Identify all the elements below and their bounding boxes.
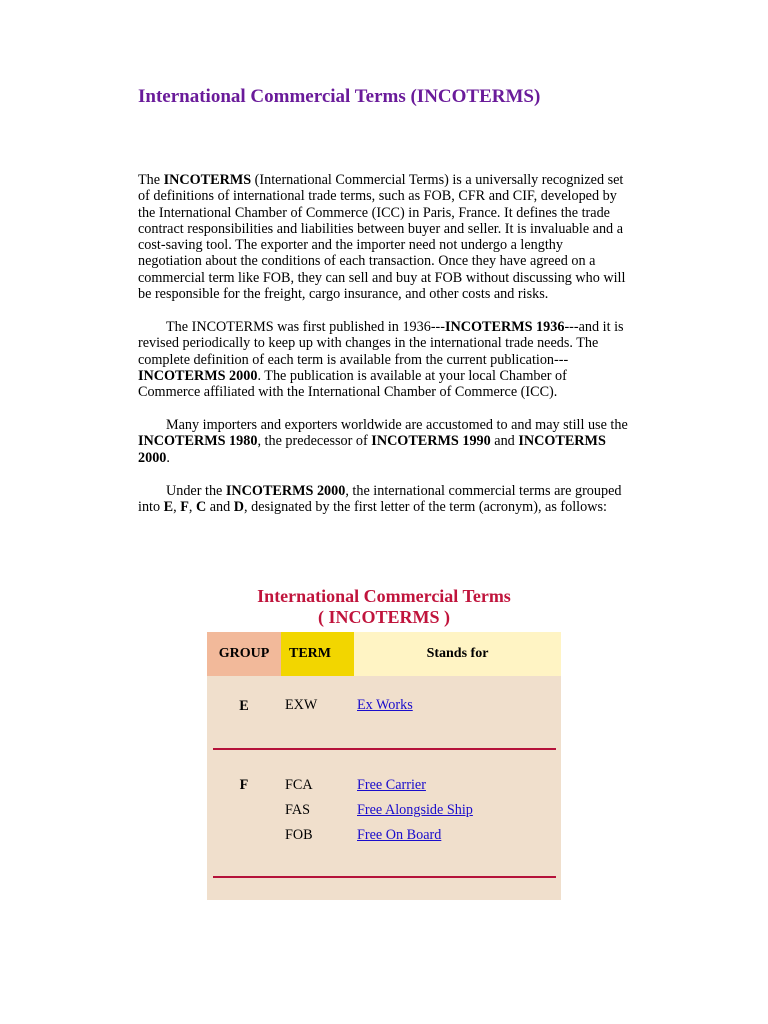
text-run: (International Commercial Terms) is a universally recognized set of definitions of international trade terms, such as FOB, CFR and CIF, developed by the International Chamber of Commerce (ICC) in Paris, France. It defines the trade contract responsibilities and liabilities between buyer and seller. It is invaluable and a cost-saving tool. The exporter and the importer need not undergo a lengthy negotiation about the conditions of each transaction. Once they have agreed on a commercial term like FOB, they can sell and buy at FOB without discussing who will be responsible for the freight, cargo insurance, and other costs and risks. [138,172,626,303]
term-code-exw: EXW [285,697,318,713]
bold-term: INCOTERMS 2000 [138,367,258,384]
bold-term: INCOTERMS 2000 [138,433,606,466]
intro-paragraph-1 [138,172,630,302]
term-link-ex-works[interactable]: Ex Works [357,697,413,713]
text-run: , the predecessor of [257,433,372,450]
group-label-e: E [239,698,249,714]
text-run: The [138,172,164,188]
page-title: International Commercial Terms (INCOTERMS) [138,86,541,107]
text-run: . [166,449,170,466]
text-run: and [490,433,519,450]
text-run: Many importers and exporters worldwide are accustomed to and may still use the [166,417,628,433]
text-run: , [173,499,181,516]
header-term: TERM [281,632,354,676]
group-divider [213,876,556,878]
term-link-free-on-board[interactable]: Free On Board [357,827,442,843]
text-run: , [188,499,196,516]
text-run: Under the [166,483,226,499]
bold-term: F [180,499,189,516]
bold-term: INCOTERMS 2000 [225,483,346,499]
group-divider [213,748,556,750]
bold-term: INCOTERMS [163,172,252,188]
text-run: . The publication is available at your local Chamber of Commerce affiliated with the International Chamber of Commerce (ICC). [138,367,567,401]
term-code-fca: FCA [285,777,313,793]
bold-term: INCOTERMS 1980 [138,433,258,450]
text-run: ---and it is revised periodically to keep up with changes in the international trade needs. The complete definition of each term is available from the current publication--- [138,319,624,368]
term-link-free-carrier[interactable]: Free Carrier [357,777,426,793]
text-run: , designated by the first letter of the term (acronym), as follows: [244,499,607,516]
term-link-free-alongside-ship[interactable]: Free Alongside Ship [357,802,473,818]
intro-paragraph-3 [138,417,630,466]
text-run: The INCOTERMS was first published in 1936--- [166,319,445,335]
bold-term: D [233,499,245,516]
header-stands-for: Stands for [354,632,561,676]
intro-paragraph-4 [138,483,630,516]
term-code-fas: FAS [285,802,310,818]
bold-term: C [195,499,207,516]
bold-term: INCOTERMS 1936 [445,319,565,335]
table-title-line-1: International Commercial Terms [257,586,511,606]
incoterms-table [207,632,561,900]
bold-term: E [163,499,174,516]
group-label-f: F [239,777,249,793]
term-code-fob: FOB [285,827,313,843]
intro-paragraph-2 [138,319,630,400]
table-title [207,586,561,628]
header-group: GROUP [207,632,281,676]
text-run: , the international commercial terms are grouped into [138,483,622,516]
bold-term: INCOTERMS 1990 [371,433,491,450]
text-run: and [206,499,234,516]
table-title-line-2: ( INCOTERMS ) [317,607,450,627]
